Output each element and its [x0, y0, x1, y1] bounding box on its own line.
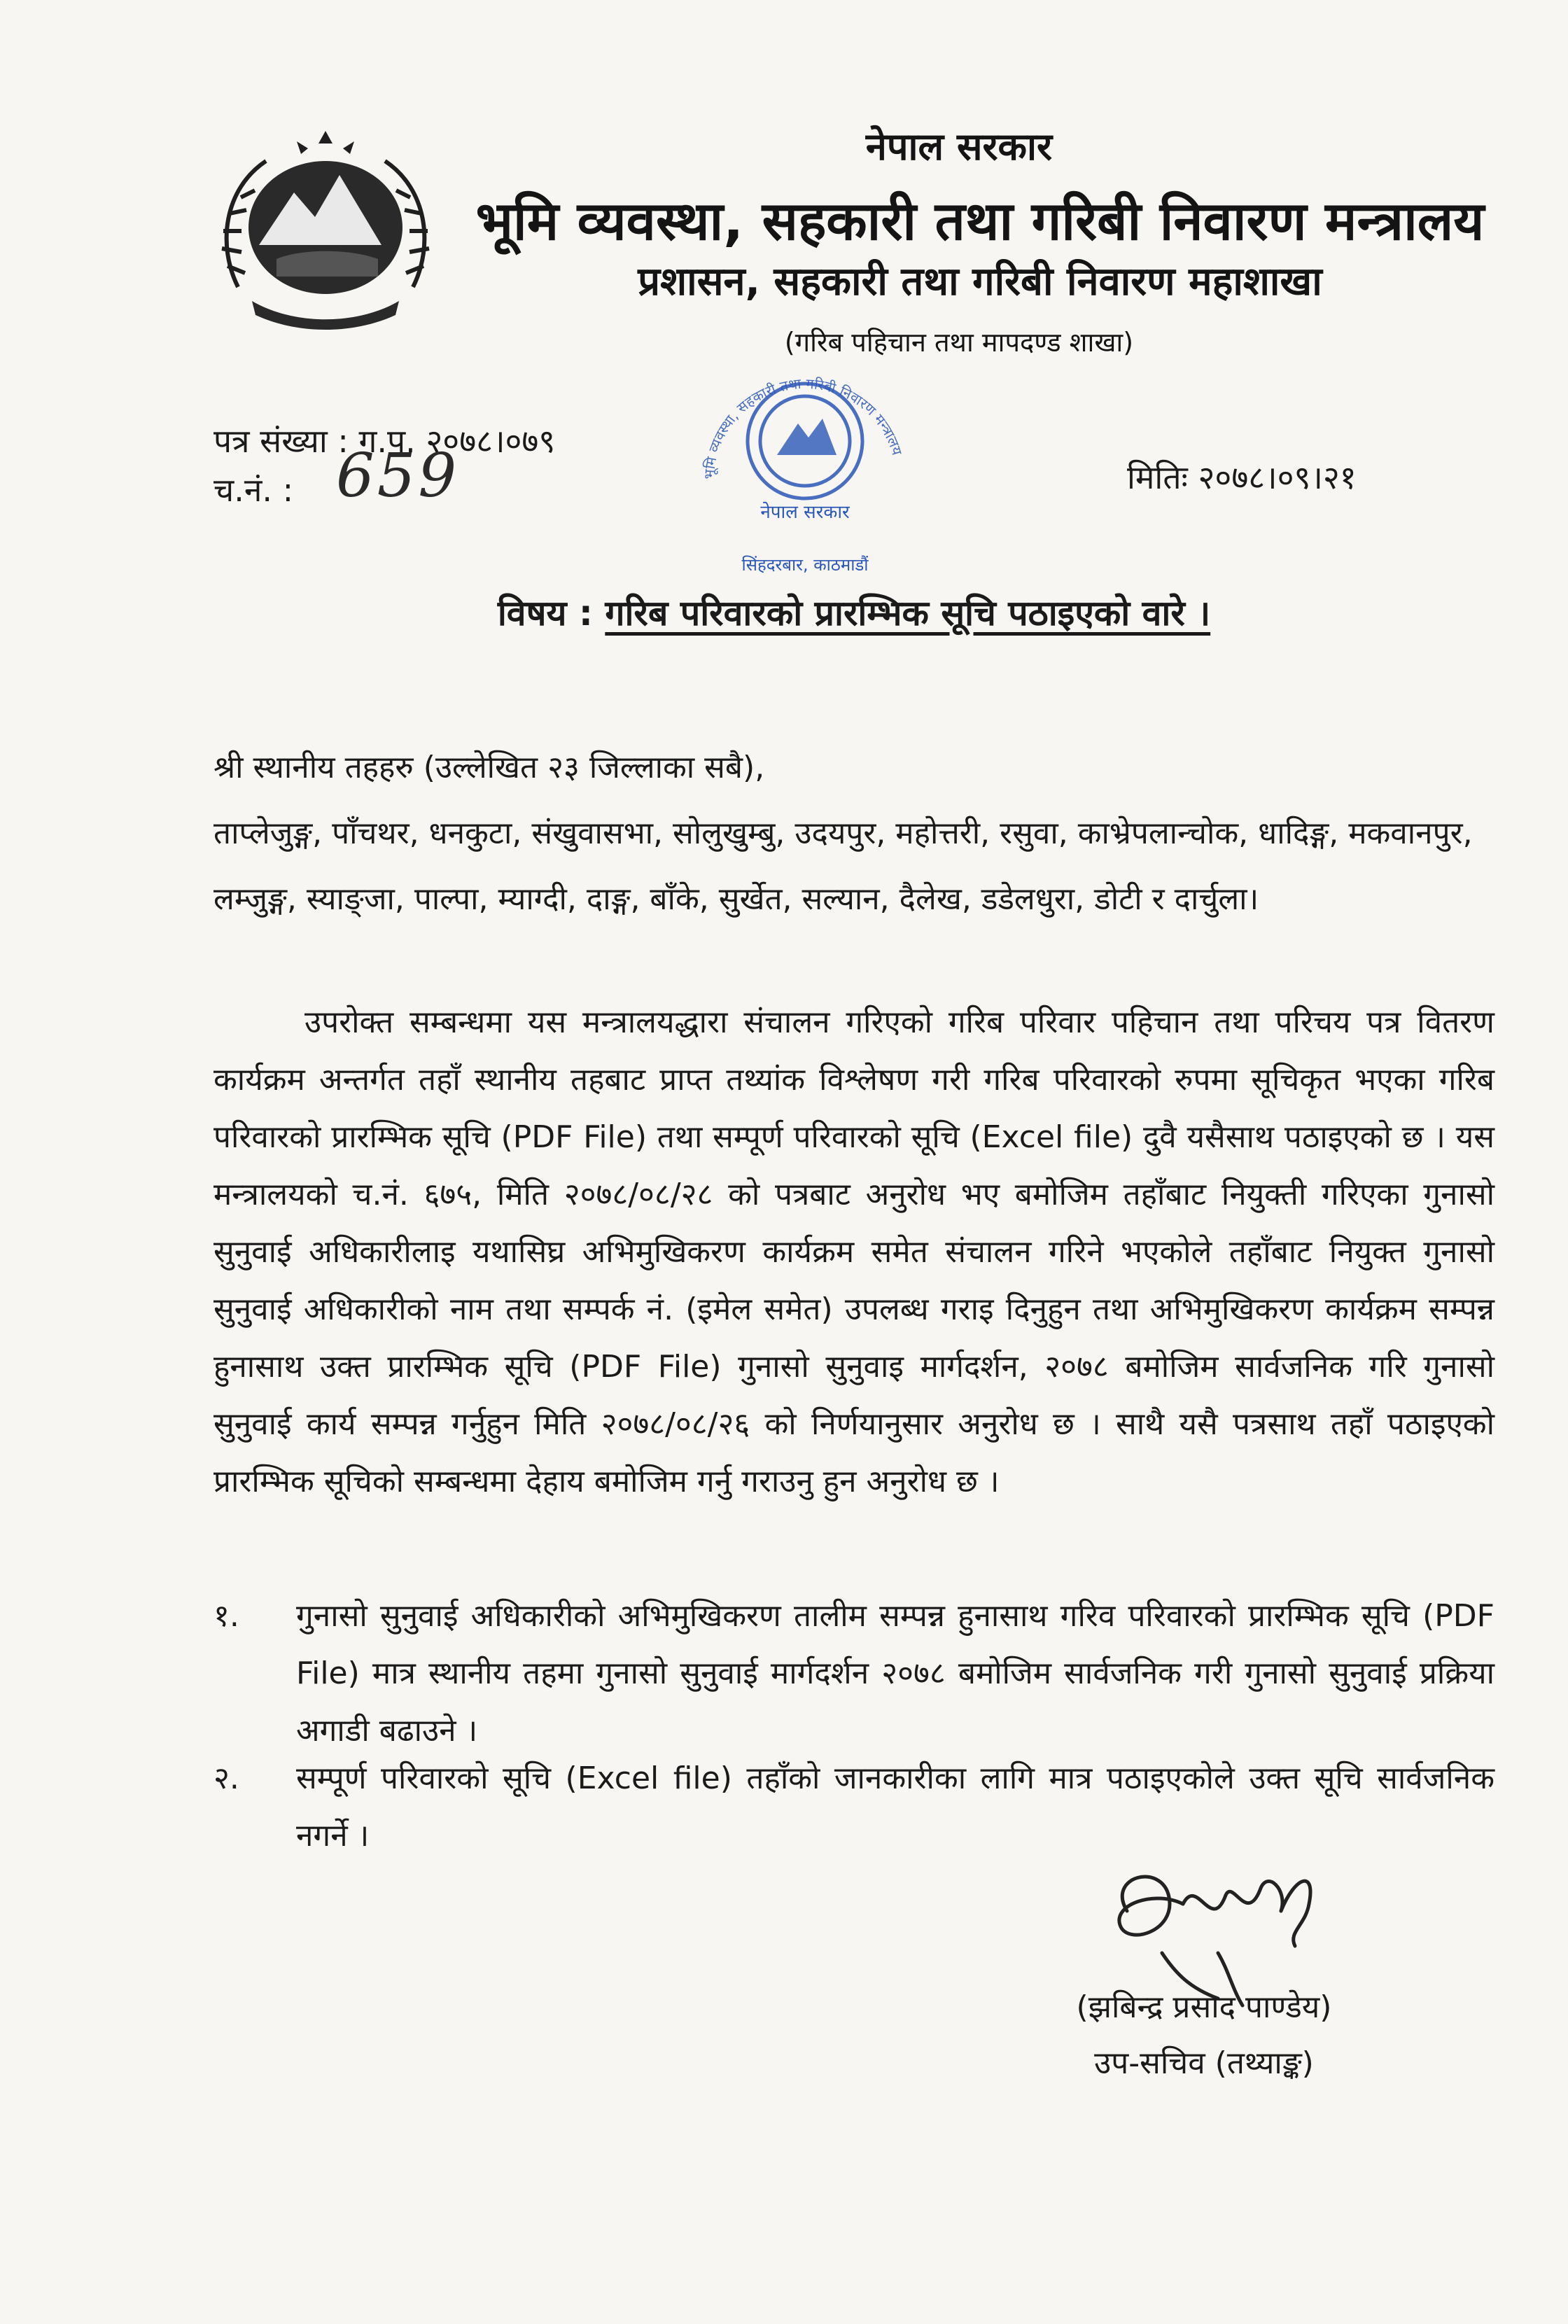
ministry-stamp: [665, 357, 945, 595]
district-list: ताप्लेजुङ्ग, पाँचथर, धनकुटा, संखुवासभा, सोलुखुम्बु, उदयपुर, महोत्तरी, रसुवा, काभ्रेपलान्चोक, धादिङ्ग, मकवानपुर, लम्जुङ्ग, स्याङ्जा, पाल्पा, म्याग्दी, दाङ्ग, बाँके, सुर्खेत, सल्यान, दैलेख, डडेलधुरा, डोटी र दार्चुला।: [214, 816, 1473, 917]
body-paragraph: उपरोक्त सम्बन्धमा यस मन्त्रालयद्धारा संचालन गरिएको गरिब परिवार पहिचान तथा परिचय पत्र वितरण कार्यक्रम अन्तर्गत तहाँ स्थानीय तहबाट प्राप्त तथ्यांक विश्लेषण गरी गरिब परिवारको रुपमा सूचिकृत भएका गरिब परिवारको प्रारम्भिक सूचि (PDF File) तथा सम्पूर्ण परिवारको सूचि (Excel file) दुवै यसैसाथ पठाइएको छ । यस मन्त्रालयको च.नं. ६७५, मिति २०७८/०८/२८ को पत्रबाट अनुरोध भए बमोजिम तहाँबाट नियुक्ती गरिएका गुनासो सुनुवाई अधिकारीलाइ यथासिघ्र अभिमुखिकरण कार्यक्रम समेत संचालन गरिने भएकोले तहाँबाट नियुक्त गुनासो सुनुवाई अधिकारीको नाम तथा सम्पर्क नं. (इमेल समेत) उपलब्ध गराइ दिनुहुन तथा अभिमुखिकरण कार्यक्रम सम्पन्न हुनासाथ उक्त प्रारम्भिक सूचि (PDF File) गुनासो सुनुवाइ मार्गदर्शन, २०७८ बमोजिम सार्वजनिक गरि गुनासो सुनुवाई कार्य सम्पन्न गर्नुहुन मिति २०७८/०८/२६ को निर्णयानुसार अनुरोध छ । साथै यसै पत्रसाथ तहाँ पठाइएको प्रारम्भिक सूचिको सम्बन्धमा देहाय बमोजिम गर्नु गराउनु हुन अनुरोध छ ।: [214, 1004, 1494, 1499]
subject-line: [399, 588, 1309, 636]
government-name: नेपाल सरकार: [865, 125, 1053, 169]
section-name: (गरिब पहिचान तथा मापदण्ड शाखा): [784, 327, 1134, 358]
letter-number-label: पत्र संख्या :: [214, 422, 349, 460]
addressee-block: [214, 735, 1494, 932]
list-item-number: १.: [214, 1598, 239, 1634]
signatory-title: उप-सचिव (तथ्याङ्क): [1094, 2045, 1314, 2081]
nepal-emblem-icon: [210, 126, 441, 336]
subject-label: विषय :: [497, 593, 593, 634]
signatory-name: (झबिन्द्र प्रसाद पाण्डेय): [1076, 1989, 1332, 2025]
addressee-line: श्री स्थानीय तहहरु (उल्लेखित २३ जिल्लाका सबै),: [214, 750, 765, 785]
subject-text: गरिब परिवारको प्रारम्भिक सूचि पठाइएको वारे ।: [605, 593, 1211, 634]
stamp-ring-text: भूमि व्यवस्था, सहकारी तथा गरिबी निवारण मन्त्रालय: [700, 374, 906, 480]
stamp-bottom-text: सिंहदरबार, काठमाडौं: [741, 555, 869, 575]
division-name: प्रशासन, सहकारी तथा गरिबी निवारण महाशाखा: [638, 259, 1322, 304]
ministry-name: भूमि व्यवस्था, सहकारी तथा गरिबी निवारण मन्त्रालय: [475, 190, 1485, 252]
stamp-top-text: नेपाल सरकार: [760, 502, 850, 523]
date-value: २०७८।०९।२१: [1198, 458, 1357, 496]
dispatch-number-label: च.नं. :: [214, 471, 294, 509]
dispatch-number-handwritten: 659: [336, 441, 460, 511]
list-item-text: गुनासो सुनुवाई अधिकारीको अभिमुखिकरण तालीम सम्पन्न हुनासाथ गरिव परिवारको प्रारम्भिक सूचि (PDF File) मात्र स्थानीय तहमा गुनासो सुनुवाई मार्गदर्शन २०७८ बमोजिम सार्वजनिक गरी गुनासो सुनुवाई प्रक्रिया अगाडी बढाउने ।: [296, 1598, 1494, 1749]
date-label: मितिः: [1127, 458, 1188, 496]
list-item-number: २.: [214, 1760, 239, 1796]
letter-date: [1127, 455, 1357, 498]
list-item-text: सम्पूर्ण परिवारको सूचि (Excel file) तहाँको जानकारीका लागि मात्र पठाइएकोले उक्त सूचि सार्वजनिक नगर्ने ।: [296, 1760, 1494, 1854]
letter-number-value: ग.प. २०७८।०७९: [358, 422, 556, 460]
